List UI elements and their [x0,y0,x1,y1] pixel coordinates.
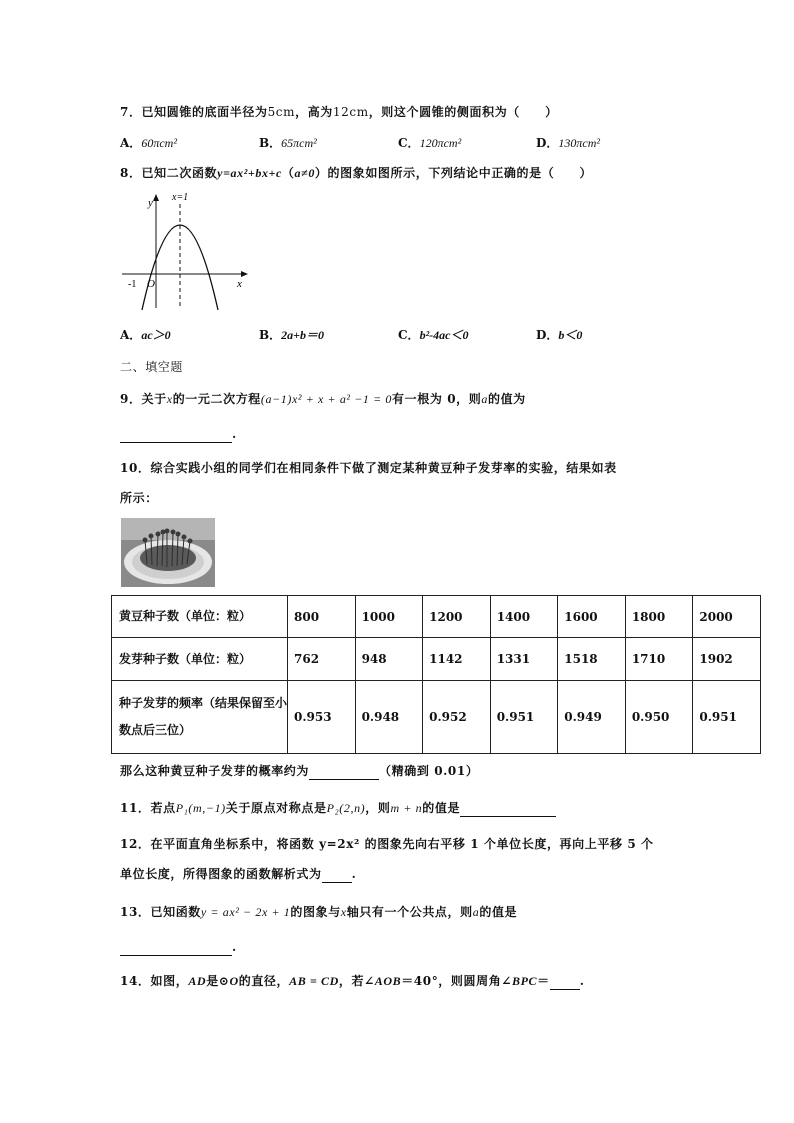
q14-period: . [579,974,585,988]
q14-stem-text: 的直径， [238,974,290,988]
option-value: 120πcm² [419,136,462,150]
q9-period: . [232,427,237,441]
q11-stem-text: ，则 [365,801,391,815]
q14-stem-text: ，若∠ [338,974,375,988]
q7-option-a[interactable] [120,134,177,152]
q14-angle-aob: AOB [374,974,402,988]
table-cell: 762 [288,638,356,681]
table-cell: 1902 [693,638,761,681]
q11-stem-text: 的值是 [422,801,461,815]
q9-stem-text: 的一元二次方程 [172,392,261,406]
option-value: ac＞0 [141,328,171,342]
q10-conclusion [120,762,478,780]
table-cell: 1000 [355,596,423,638]
q12-stem-line2 [120,865,356,883]
table-cell: 1331 [490,638,558,681]
q13-stem-text: 轴只有一个公共点，则 [346,905,473,919]
table-cell: 2000 [693,596,761,638]
q9-stem-text: 9．关于 [120,392,167,406]
q9-equation: (a−1)x² + x + a² −1 = 0 [260,392,393,406]
table-cell: 1142 [423,638,491,681]
table-cell: 0.952 [423,681,491,754]
table-cell: 948 [355,638,423,681]
table-row [112,596,761,638]
q8-option-d[interactable] [536,326,582,344]
option-label: B． [259,136,282,150]
q13-stem [120,903,517,921]
y-axis-arrow [153,194,159,201]
symmetry-axis-label: x=1 [172,192,189,203]
q11-stem-text: 关于原点对称点是 [225,801,327,815]
q8-parabola-graph [120,186,250,312]
table-cell: 0.949 [558,681,626,754]
q8-stem-text: ）的图象如图所示，下列结论中正确的是（ ） [314,166,593,180]
q7-option-b[interactable] [259,134,317,152]
q8-stem-text: 8．已知二次函数 [120,166,218,180]
q8-option-c[interactable] [398,326,468,344]
table-cell: 1800 [625,596,693,638]
option-label: C． [398,136,420,150]
q8-stem-text: （ [281,166,295,180]
q8-cond: a≠0 [294,166,315,180]
option-label: D． [536,328,559,342]
table-cell: 1710 [625,638,693,681]
x-axis-label: x [237,278,242,290]
q14-stem [120,972,585,990]
table-row [112,681,761,754]
table-cell: 0.953 [288,681,356,754]
table-cell: 800 [288,596,356,638]
q7-stem [120,103,558,121]
option-value: 2a+b＝0 [281,328,324,342]
option-label: A． [120,328,142,342]
q14-angle-bpc: BPC [511,974,538,988]
option-label: D． [536,136,559,150]
q7-option-d[interactable] [536,134,600,152]
q11-stem-text: 11．若点 [120,801,176,815]
q12-period: . [351,867,357,881]
y-axis-label: y [148,197,153,209]
neg-one-label: -1 [128,279,137,290]
row-header: 黄豆种子数（单位：粒） [112,596,288,638]
q13-answer-line [120,938,237,956]
option-label: C． [398,328,420,342]
q9-var-x: x [166,392,173,406]
q11-answer-blank[interactable] [460,802,556,817]
table-cell: 0.948 [355,681,423,754]
q11-expression: m + n [390,801,423,815]
q11-point-p1: P₁(m,−1) [175,801,226,815]
q14-answer-blank[interactable] [550,975,580,990]
germination-table [111,595,761,754]
table-cell: 0.951 [490,681,558,754]
q7-radius: 5cm [267,105,296,119]
q9-answer-line [120,425,237,443]
q7-height: 12cm [332,105,369,119]
x-axis-arrow [241,271,248,277]
option-value: 130πcm² [558,136,601,150]
q13-period: . [232,940,237,954]
q10-answer-blank[interactable] [309,765,379,780]
table-row [112,638,761,681]
bean-sprouts-photo [121,518,215,587]
q13-stem-text: 13．已知函数 [120,905,201,919]
q9-var-a: a [481,392,488,406]
table-cell: 1400 [490,596,558,638]
option-value: 65πcm² [281,136,317,150]
q9-stem-text: 有一根为 0，则 [392,392,482,406]
row-header: 发芽种子数（单位：粒） [112,638,288,681]
q8-func: y=ax²+bx+c [217,166,282,180]
q10-stem-line2: 所示： [120,491,158,505]
section-title: 二、填空题 [120,360,184,374]
table-cell: 1600 [558,596,626,638]
q9-stem [120,390,526,408]
q12-answer-blank[interactable] [322,868,352,883]
option-value: 60πcm² [141,136,177,150]
q12-stem-text: 单位长度，所得图象的函数解析式为 [120,867,322,881]
q11-stem [120,799,556,817]
q8-option-b[interactable] [259,326,324,344]
q7-option-c[interactable] [398,134,461,152]
option-label: A． [120,136,142,150]
q14-diameter: AD [188,974,207,988]
q13-var-a: a [472,905,480,919]
q14-stem-text: ＝ [537,974,550,988]
q11-point-p2: P₂(2,n) [326,801,366,815]
table-cell: 0.950 [625,681,693,754]
option-value: b²-4ac＜0 [419,328,469,342]
q10-stem-line1: 10．综合实践小组的同学们在相同条件下做了测定某种黄豆种子发芽率的实验，结果如表 [120,461,617,475]
q14-circle-o: O [229,974,239,988]
table-cell: 0.951 [693,681,761,754]
q13-var-x: x [340,905,347,919]
q7-stem-text: 7．已知圆锥的底面半径为 [120,105,268,119]
q13-func: y = ax² − 2x + 1 [200,905,291,919]
q9-answer-blank[interactable] [120,428,232,443]
q13-stem-text: 的图象与 [290,905,341,919]
q14-stem-text: 是⊙ [206,974,230,988]
q12-stem-line1: 12．在平面直角坐标系中，将函数 y=2x² 的图象先向右平移 1 个单位长度，再向上平移 5 个 [120,837,654,851]
q13-stem-text: 的值是 [479,905,518,919]
q13-answer-blank[interactable] [120,941,232,956]
origin-label: O [147,278,155,290]
q9-stem-text: 的值为 [487,392,526,406]
q14-stem-text: ＝40°，则圆周角∠ [401,974,512,988]
q10-conclusion-text: （精确到 0.01） [379,764,479,778]
q8-option-a[interactable] [120,326,171,344]
row-header: 种子发芽的频率（结果保留至小数点后三位） [112,681,288,754]
option-value: b＜0 [558,328,583,342]
q8-stem [120,164,592,182]
q10-conclusion-text: 那么这种黄豆种子发芽的概率约为 [120,764,310,778]
q7-stem-text: ，则这个圆锥的侧面积为（ ） [368,105,558,119]
table-cell: 1200 [423,596,491,638]
q7-stem-text: ，高为 [295,105,333,119]
q14-arcs: AB = CD [289,974,339,988]
table-cell: 1518 [558,638,626,681]
option-label: B． [259,328,282,342]
q14-stem-text: 14．如图， [120,974,189,988]
